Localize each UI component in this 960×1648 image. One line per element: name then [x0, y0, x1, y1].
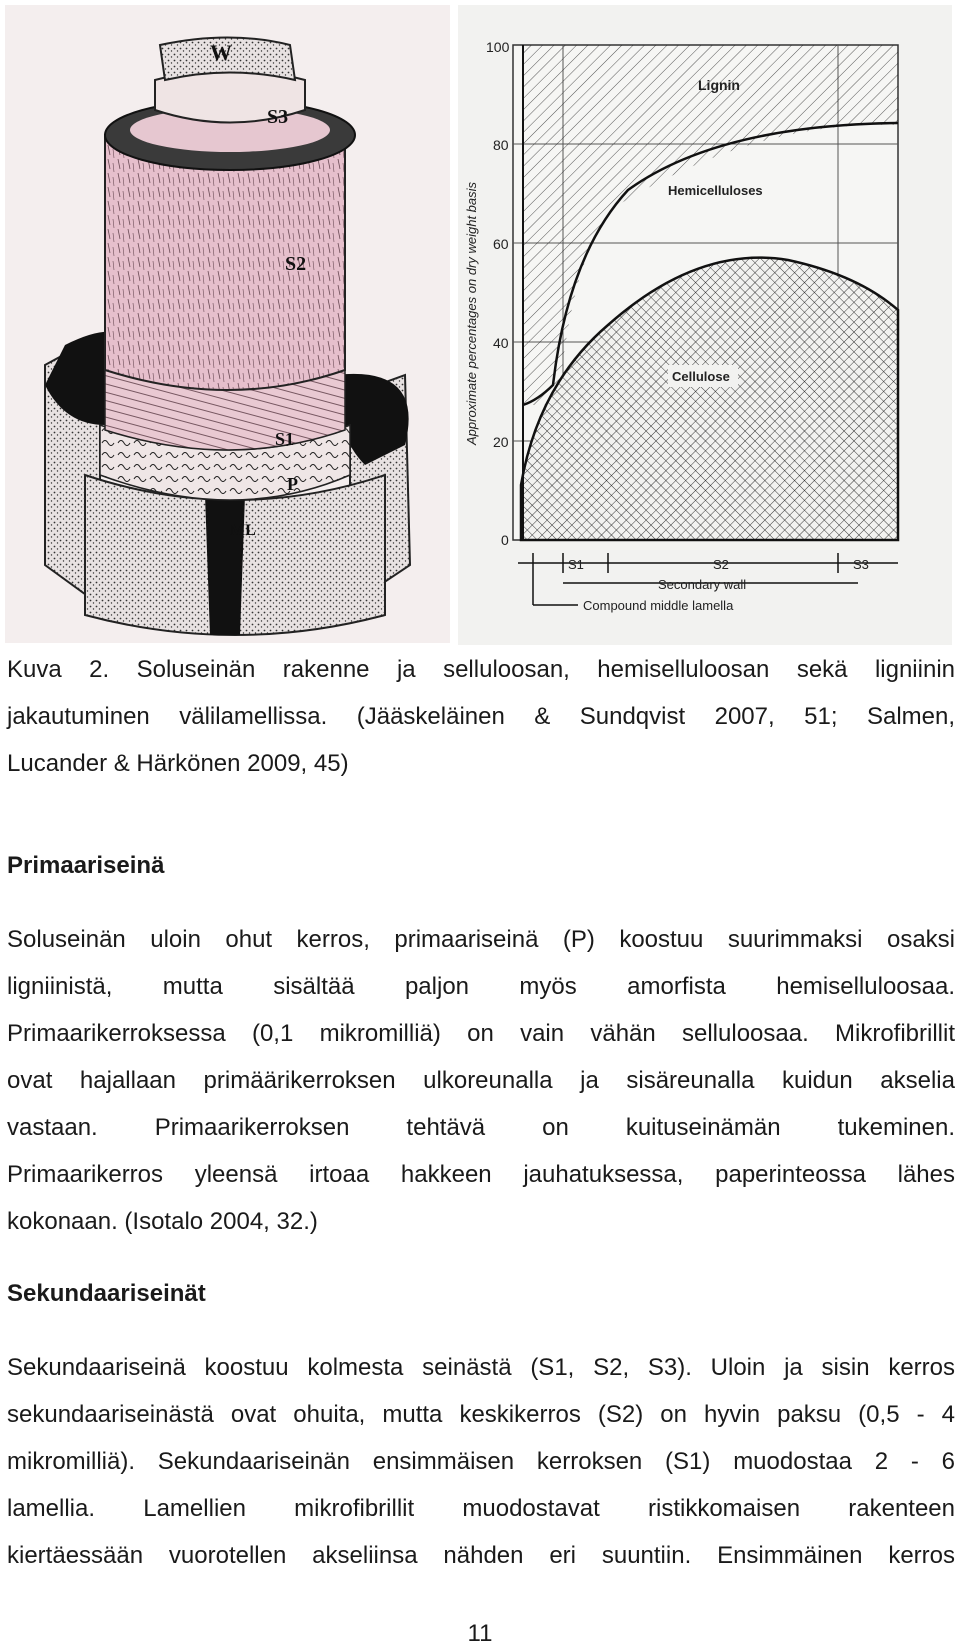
y-axis-label: Approximate percentages on dry weight basis [464, 181, 479, 445]
label-s1: S1 [275, 429, 295, 449]
body-line: Sekundaariseinä koostuu kolmesta seinästä (S1, S2, S3). Uloin ja sisin kerros [7, 1354, 955, 1381]
y-tick: 100 [486, 39, 510, 55]
body-line: Primaarikerros yleensä irtoaa hakkeen jauhatuksessa, paperinteossa lähes [7, 1161, 955, 1188]
body-line: Soluseinän uloin ohut kerros, primaariseinä (P) koostuu suurimmaksi osaksi [7, 926, 955, 953]
section-heading-primaariseina: Primaariseinä [7, 852, 165, 879]
section-body-sekundaariseinat [7, 1344, 955, 1579]
region-label-hemicelluloses: Hemicelluloses [668, 183, 763, 198]
secondary-wall-label: Secondary wall [658, 577, 747, 592]
caption-line: jakautuminen välilamellissa. (Jääskeläinen & Sundqvist 2007, 51; Salmen, [7, 703, 955, 730]
body-line: sekundaariseinästä ovat ohuita, mutta keskikerros (S2) on hyvin paksu (0,5 - 4 [7, 1401, 955, 1428]
body-line: kiertäessään vuorotellen akseliinsa nähden eri suuntiin. Ensimmäinen kerros [7, 1542, 955, 1569]
marker-s1: S1 [568, 557, 584, 572]
body-line: Primaarikerroksessa (0,1 mikromilliä) on vain vähän selluloosaa. Mikrofibrillit [7, 1020, 955, 1047]
region-label-cellulose: Cellulose [672, 369, 730, 384]
label-s2: S2 [285, 253, 307, 275]
composition-diagram [458, 5, 952, 645]
figure-caption [7, 646, 955, 787]
marker-s2: S2 [713, 557, 729, 572]
body-line: mikromilliä). Sekundaariseinän ensimmäisen kerroksen (S1) muodostaa 2 - 6 [7, 1448, 955, 1475]
label-ml: ML [230, 522, 256, 539]
label-s3: S3 [267, 106, 289, 128]
body-line: ligniinistä, mutta sisältää paljon myös amorfista hemiselluloosaa. [7, 973, 955, 1000]
y-tick: 40 [493, 335, 509, 351]
body-line: lamellia. Lamellien mikrofibrillit muodostavat ristikkomaisen rakenteen [7, 1495, 955, 1522]
section-body-primaariseina [7, 916, 955, 1245]
region-label-lignin: Lignin [698, 77, 740, 93]
caption-line: Kuva 2. Soluseinän rakenne ja selluloosan, hemiselluloosan sekä ligniinin [7, 656, 955, 683]
y-tick: 80 [493, 137, 509, 153]
y-tick: 60 [493, 236, 509, 252]
cell-wall-illustration [5, 5, 450, 643]
label-p: P [287, 474, 298, 494]
body-line: ovat hajallaan primäärikerroksen ulkoreunalla ja sisäreunalla kuidun akselia [7, 1067, 955, 1094]
caption-line: Lucander & Härkönen 2009, 45) [7, 750, 349, 777]
label-w: W [210, 40, 232, 65]
page-number: 11 [467, 1620, 493, 1647]
y-tick: 20 [493, 434, 509, 450]
body-line: kokonaan. (Isotalo 2004, 32.) [7, 1208, 318, 1235]
compound-middle-lamella-label: Compound middle lamella [583, 598, 734, 613]
y-tick: 0 [501, 532, 509, 548]
body-line: vastaan. Primaarikerroksen tehtävä on kuituseinämän tukeminen. [7, 1114, 955, 1141]
marker-s3: S3 [853, 557, 869, 572]
section-heading-sekundaariseinat: Sekundaariseinät [7, 1280, 206, 1307]
